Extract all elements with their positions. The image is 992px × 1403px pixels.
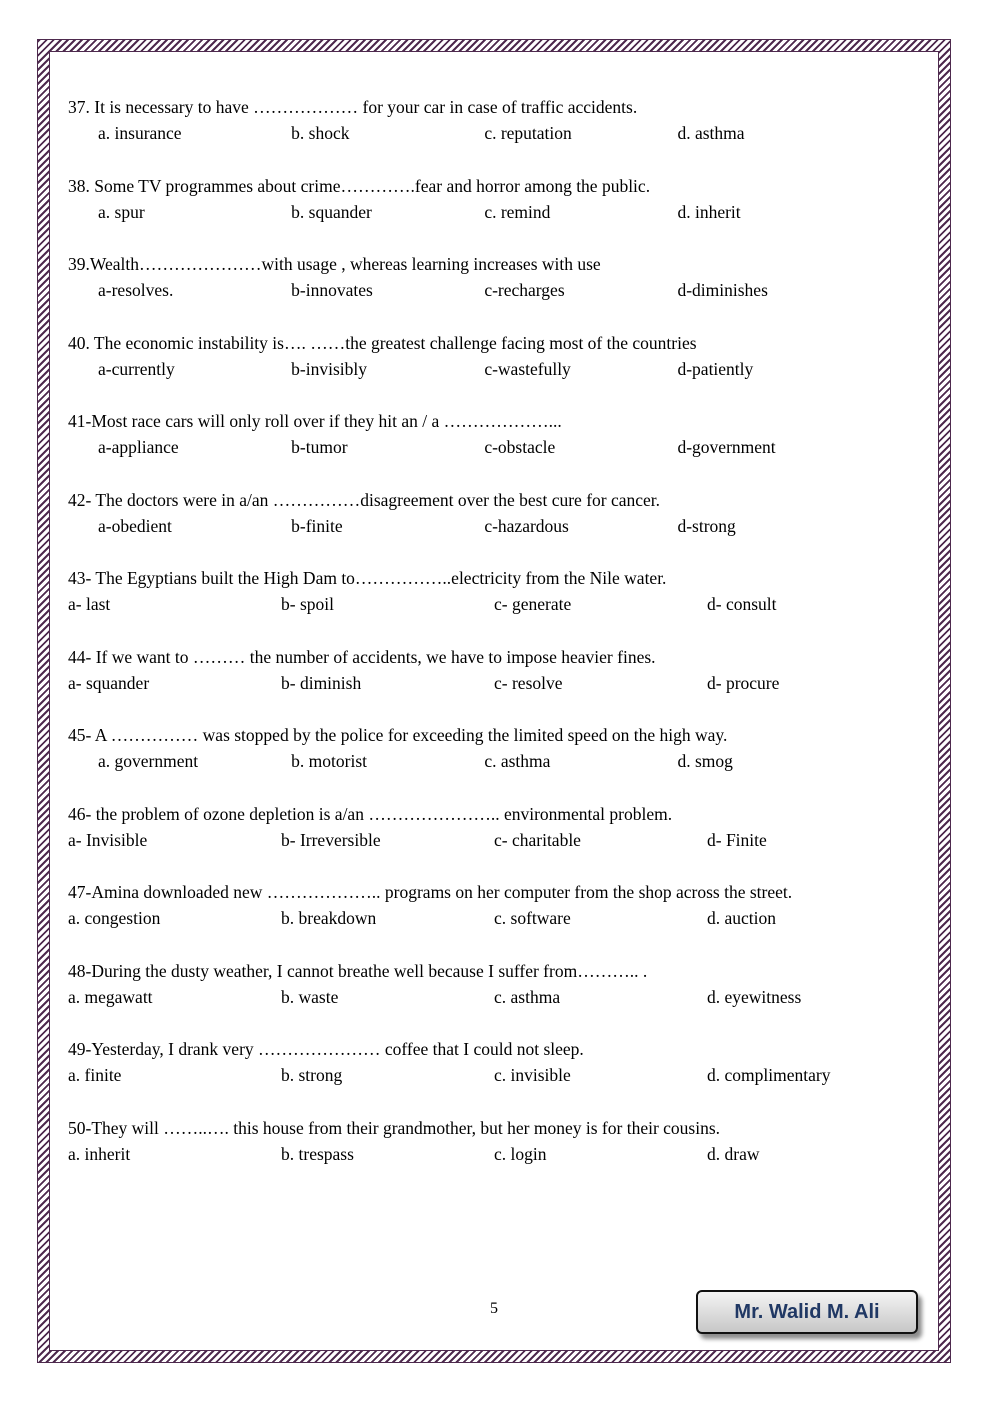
option: a-obedient	[98, 515, 172, 536]
option: b. shock	[291, 123, 350, 144]
option: c-hazardous	[484, 515, 569, 536]
question-stem: 39.Wealth…………………with usage , whereas learning increases with use	[68, 254, 601, 274]
options-row	[68, 434, 920, 460]
option: a. insurance	[98, 123, 182, 144]
option: d. complimentary	[707, 1065, 831, 1086]
option: d- consult	[707, 594, 777, 615]
options-row	[68, 748, 920, 774]
option: b-tumor	[291, 437, 348, 458]
option: c-wastefully	[484, 358, 571, 379]
question-stem: 48-During the dusty weather, I cannot breathe well because I suffer from……….. .	[68, 960, 648, 981]
question-block	[68, 330, 920, 383]
question-block	[68, 1036, 920, 1089]
option: b-invisibly	[291, 358, 367, 379]
options-row	[68, 905, 920, 931]
option: b-finite	[291, 515, 343, 536]
options-row	[68, 670, 920, 696]
option: a- squander	[68, 672, 150, 693]
decorative-page-border	[38, 40, 950, 1362]
option: b- diminish	[281, 672, 362, 693]
question-block	[68, 1115, 920, 1168]
option: d- Finite	[707, 829, 767, 850]
option: b- Irreversible	[281, 829, 381, 850]
question-stem: 44- If we want to ……… the number of accidents, we have to impose heavier fines.	[68, 646, 656, 667]
option: c-obstacle	[484, 437, 556, 458]
option: d. auction	[707, 908, 777, 929]
option: a. government	[98, 751, 199, 772]
option: c- charitable	[494, 829, 581, 850]
options-row	[68, 984, 920, 1010]
option: a-currently	[98, 358, 175, 379]
option: a. spur	[98, 201, 145, 222]
question-stem: 41-Most race cars will only roll over if they hit an / a ………………...	[68, 411, 562, 431]
question-stem: 46- the problem of ozone depletion is a/an ………………….. environmental problem.	[68, 803, 673, 824]
option: a- Invisible	[68, 829, 148, 850]
option: c- resolve	[494, 672, 563, 693]
option: b-innovates	[291, 280, 373, 301]
option: c-recharges	[484, 280, 565, 301]
question-stem: 43- The Egyptians built the High Dam to……………..electricity from the Nile water.	[68, 568, 667, 588]
option: d. draw	[707, 1143, 760, 1164]
question-stem: 45- A …………… was stopped by the police for exceeding the limited speed on the high way.	[68, 725, 728, 745]
option: c. remind	[484, 201, 551, 222]
option: a- last	[68, 594, 111, 615]
question-block	[68, 487, 920, 540]
option: d-patiently	[677, 358, 754, 379]
options-row	[68, 1141, 920, 1167]
question-stem: 49-Yesterday, I drank very ………………… coffee that I could not sleep.	[68, 1039, 584, 1059]
option: d. inherit	[677, 201, 741, 222]
option: c- generate	[494, 594, 572, 615]
question-stem: 40. The economic instability is…. ……the greatest challenge facing most of the countries	[68, 332, 697, 353]
option: d. smog	[677, 751, 733, 772]
option: a. inherit	[68, 1143, 131, 1164]
option: b. trespass	[281, 1143, 354, 1164]
options-row	[68, 513, 920, 539]
options-row	[68, 120, 920, 146]
option: b. breakdown	[281, 908, 377, 929]
option: a-resolves.	[98, 280, 174, 301]
option: d- procure	[707, 672, 780, 693]
question-stem: 42- The doctors were in a/an ……………disagreement over the best cure for cancer.	[68, 489, 661, 510]
option: d-strong	[677, 515, 736, 536]
question-block	[68, 565, 920, 618]
option: b. motorist	[291, 751, 367, 772]
author-badge	[696, 1290, 918, 1334]
question-block	[68, 958, 920, 1011]
option: c. software	[494, 908, 571, 929]
question-block	[68, 173, 920, 226]
options-row	[68, 277, 920, 303]
question-stem: 47-Amina downloaded new ……………….. programs on her computer from the shop across the street.	[68, 882, 793, 902]
page-number: 5	[490, 1300, 498, 1317]
question-block	[68, 94, 920, 147]
question-block	[68, 879, 920, 932]
option: d. eyewitness	[707, 986, 802, 1007]
options-row	[68, 591, 920, 617]
options-row	[68, 1062, 920, 1088]
author-badge-label: Mr. Walid M. Ali	[734, 1300, 880, 1323]
option: d-government	[677, 437, 776, 458]
question-stem: 37. It is necessary to have ……………… for your car in case of traffic accidents.	[68, 97, 638, 117]
question-block	[68, 251, 920, 304]
option: c. login	[494, 1143, 547, 1164]
option: b- spoil	[281, 594, 334, 615]
question-block	[68, 644, 920, 697]
page-content	[50, 52, 938, 1350]
question-block	[68, 408, 920, 461]
option: d-diminishes	[677, 280, 768, 301]
option: a. finite	[68, 1065, 122, 1086]
option: c. invisible	[494, 1065, 571, 1086]
question-stem: 50-They will ……..…. this house from their grandmother, but her money is for their cousins.	[68, 1117, 721, 1138]
option: d. asthma	[677, 123, 745, 144]
question-stem: 38. Some TV programmes about crime………….fear and horror among the public.	[68, 175, 651, 196]
option: a. megawatt	[68, 986, 153, 1007]
option: b. squander	[291, 201, 372, 222]
option: c. asthma	[494, 986, 561, 1007]
option: b. waste	[281, 986, 339, 1007]
option: c. reputation	[484, 123, 572, 144]
question-block	[68, 801, 920, 854]
question-list	[68, 94, 920, 1167]
question-block	[68, 722, 920, 775]
option: a. congestion	[68, 908, 161, 929]
option: a-appliance	[98, 437, 179, 458]
options-row	[68, 356, 920, 382]
options-row	[68, 827, 920, 853]
option: b. strong	[281, 1065, 343, 1086]
options-row	[68, 199, 920, 225]
option: c. asthma	[484, 751, 551, 772]
